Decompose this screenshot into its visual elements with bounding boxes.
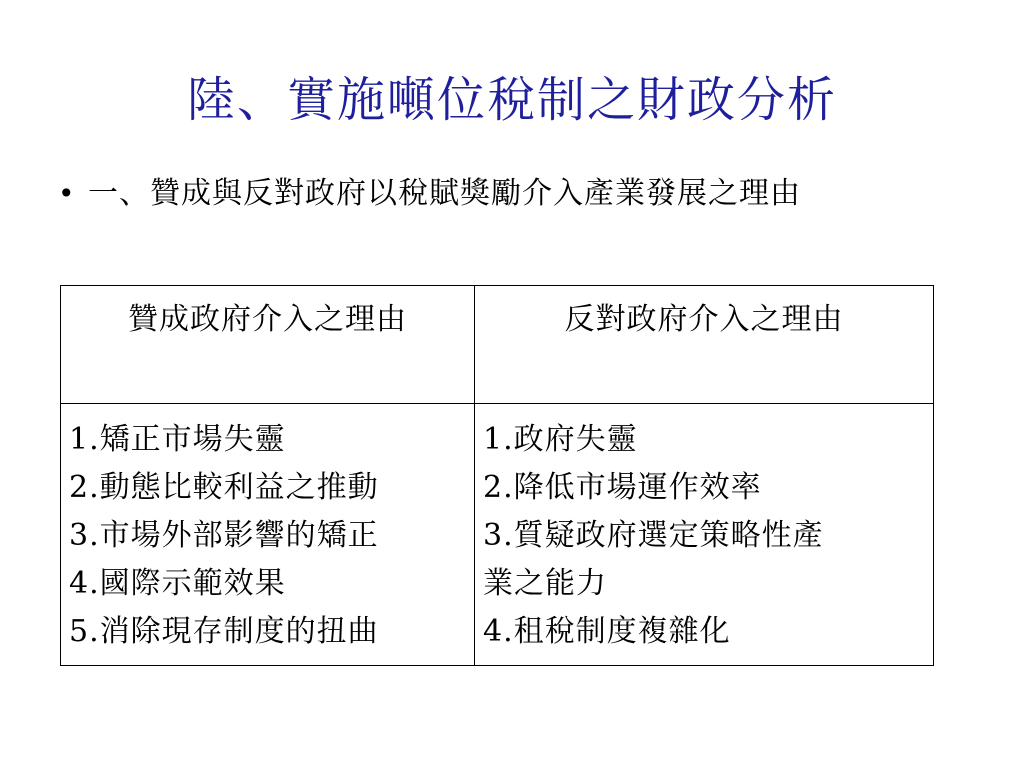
pro-reasons-cell xyxy=(61,404,475,666)
list-item: 1.矯正市場失靈 xyxy=(69,422,286,457)
bullet-marker: • xyxy=(58,177,75,210)
list-item: 3.質疑政府選定策略性產 xyxy=(483,518,824,553)
slide-title: 陸、實施噸位稅制之財政分析 xyxy=(186,72,837,128)
bullet-item xyxy=(58,172,801,216)
con-reasons-list xyxy=(483,416,929,656)
list-item: 2.降低市場運作效率 xyxy=(483,470,762,505)
list-item: 4.租稅制度複雜化 xyxy=(483,614,731,649)
pro-reasons-list xyxy=(69,416,470,656)
list-item: 3.市場外部影響的矯正 xyxy=(69,518,379,553)
list-item: 4.國際示範效果 xyxy=(69,566,286,601)
reasons-table xyxy=(60,285,934,666)
list-item: 2.動態比較利益之推動 xyxy=(69,470,379,505)
header-pro: 贊成政府介入之理由 xyxy=(61,286,475,404)
bullet-text: 一、贊成與反對政府以稅賦獎勵介入產業發展之理由 xyxy=(88,176,801,211)
list-item-continuation: 業之能力 xyxy=(483,566,607,601)
table-row xyxy=(61,404,934,666)
list-item: 1.政府失靈 xyxy=(483,422,638,457)
table-header-row xyxy=(61,286,934,404)
con-reasons-cell xyxy=(475,404,934,666)
list-item: 5.消除現存制度的扭曲 xyxy=(69,614,379,649)
header-con: 反對政府介入之理由 xyxy=(475,286,934,404)
